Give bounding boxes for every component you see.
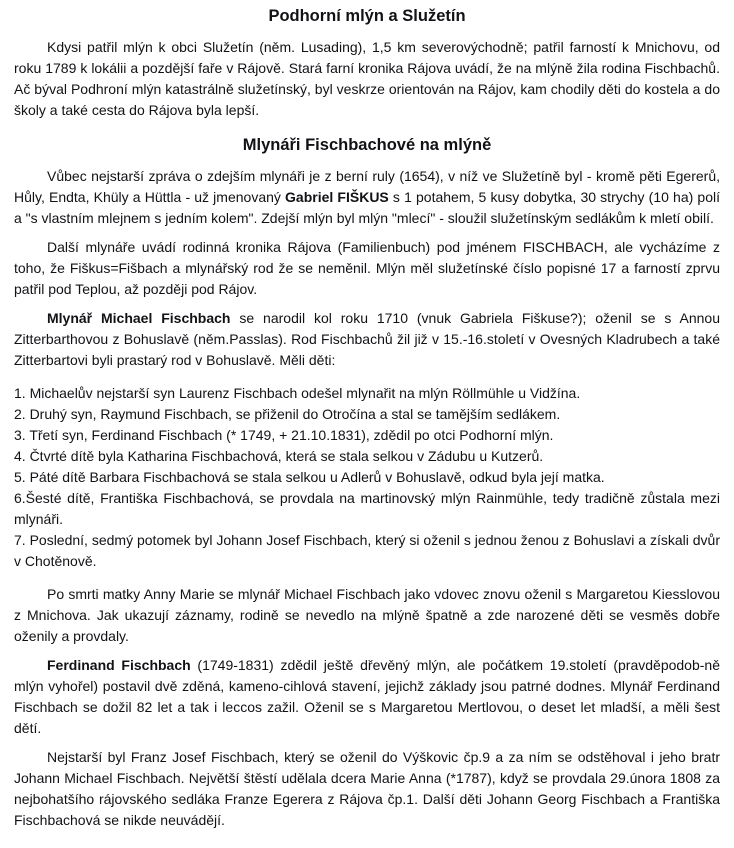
- bold-name-ferdinand-fischbach: Ferdinand Fischbach: [47, 657, 191, 673]
- text-segment-after: (1749-1831) zdědil ještě dřevěný mlýn, ale počátkem 19.století (pravděpodob-ně mlýn vyhořel) postavil dvě zděná, kameno-cihlová stavení, jejichž základy jsou patrné dodnes. Mlynář Ferdinand Fischbach se dožil 82 let a tak i leccos zažil. Oženil se s Margaretou Mertlovou, o deset let mladší, a měli šest dětí.: [14, 657, 720, 736]
- paragraph-intro: Kdysi patřil mlýn k obci Služetín (něm. Lusading), 1,5 km severovýchodně; patřil farností k Mnichovu, od roku 1789 k lokálii a pozdější faře v Rájově. Stará farní kronika Rájova uvádí, že na mlýně žila rodina Fischbachů. Ač býval Podhroní mlýn katastrálně služetínský, byl veskrze orientován na Rájov, kam chodily děti do kostela a do školy a také cesta do Rájova byla lepší.: [14, 39, 720, 118]
- paragraph-ferdinand-fischbach: [14, 655, 720, 739]
- paragraph-berni-rula: [14, 166, 720, 229]
- text-segment-before: Vůbec nejstarší zpráva o zdejším mlynáři je z berní ruly (1654), v níž ve Služetíně byl - kromě pěti Egererů, Hůly, Endta, Khüly a Hüttla - už jmenovaný: [14, 168, 720, 205]
- list-item-child-6: 6.Šesté dítě, Františka Fischbachová, se provdala na martinovský mlýn Rainmühle, tedy tradičně zůstala mezi mlynáři.: [14, 490, 720, 527]
- paragraph-kronika: Další mlynáře uvádí rodinná kronika Rájova (Familienbuch) pod jménem FISCHBACH, ale vycházíme z toho, že Fiškus=Fišbach a mlynářský rod že se neměnil. Mlýn měl služetínské číslo popisné 17 a farností zprvu patřil pod Teplou, až později pod Rájov.: [14, 239, 720, 297]
- list-item-child-4: 4. Čtvrté dítě byla Katharina Fischbachová, která se stala selkou v Zádubu u Kutzerů.: [14, 448, 544, 464]
- paragraph-po-smrti: Po smrti matky Anny Marie se mlynář Michael Fischbach jako vdovec znovu oženil s Margaretou Kiesslovou z Mnichova. Jak ukazují záznamy, rodině se nevedlo na mlýně špatně a zde narozené děti se vesměs dobře oženily a provdaly.: [14, 586, 720, 644]
- list-item-child-3: 3. Třetí syn, Ferdinand Fischbach (* 1749, + 21.10.1831), zdědil po otci Podhorní mlýn.: [14, 427, 554, 443]
- page-title: Podhorní mlýn a Služetín: [268, 7, 466, 25]
- paragraph-michael-fischbach: [14, 308, 720, 371]
- list-item-child-7: 7. Poslední, sedmý potomek byl Johann Josef Fischbach, který si oženil s jednou ženou z Bohuslavi a získali dvůr v Chotěnově.: [14, 532, 720, 569]
- list-item-child-2: 2. Druhý syn, Raymund Fischbach, se přiženil do Otročína a stal se tamějším sedlákem.: [14, 406, 561, 422]
- text-segment-after: se narodil kol roku 1710 (vnuk Gabriela Fiškuse?); oženil se s Annou Zitterbarthovou z Bohuslavě (něm.Passlas). Rod Fischbachů žil již v 15.-16.století v Ovesných Kladrubech a také Zitterbartovi byli prastarý rod v Bohuslavě. Měli děti:: [14, 310, 720, 368]
- bold-name-michael-fischbach: Mlynář Michael Fischbach: [47, 310, 231, 326]
- list-item-child-5: 5. Páté dítě Barbara Fischbachová se stala selkou u Adlerů v Bohuslavě, odkud byla její matka.: [14, 469, 605, 485]
- children-list: [14, 383, 720, 572]
- text-segment-after: s 1 potahem, 5 kusy dobytka, 30 strychy (10 ha) polí a "s vlastním mlejnem s jedním kolem". Zdejší mlýn byl mlýn "mlecí" - sloužil služetínským sedlákům k mletí obilí.: [14, 189, 721, 226]
- list-item-child-1: 1. Michaelův nejstarší syn Laurenz Fischbach odešel mlynařit na mlýn Röllmühle u Vidžína.: [14, 385, 581, 401]
- bold-name-gabriel-fiskus: Gabriel FIŠKUS: [285, 189, 389, 205]
- section-heading-millers: Mlynáři Fischbachové na mlýně: [242, 136, 492, 154]
- paragraph-nejstarsi: Nejstarší byl Franz Josef Fischbach, který se oženil do Výškovic čp.9 a za ním se odstěhoval i jeho bratr Johann Michael Fischbach. Největší štěstí udělala dcera Marie Anna (*1787), když se provdala 29.února 1808 za nejbohatšího rájovského sedláka Franze Egerera z Rájova čp.1. Další děti Johann Georg Fischbach a Františka Fischbachová se nikde neuvádějí.: [14, 749, 720, 828]
